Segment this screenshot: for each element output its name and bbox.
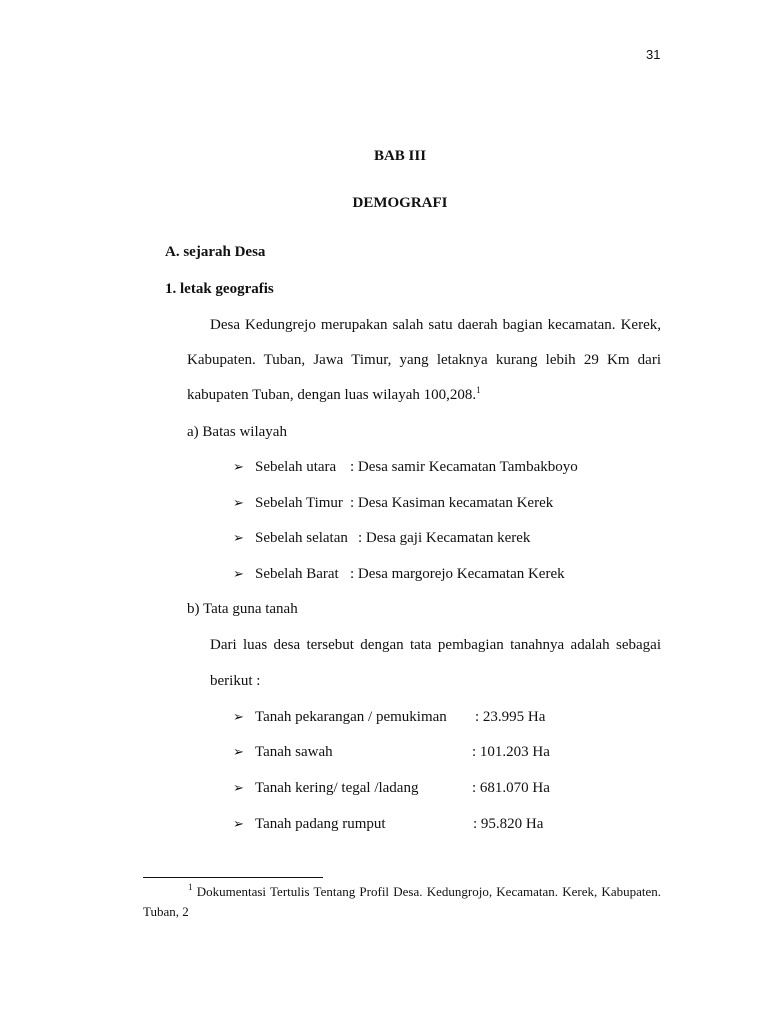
arrow-bullet-icon: ➢ — [233, 817, 244, 832]
paragraph-line — [187, 387, 481, 404]
boundary-value: : Desa samir Kecamatan Tambakboyo — [350, 459, 578, 475]
footnote-reference: 1 — [476, 385, 481, 395]
footnote-line: Tuban, 2 — [143, 904, 189, 919]
land-use-label: Tanah sawah — [255, 744, 333, 760]
subsection-b-heading: b) Tata guna tanah — [187, 601, 298, 617]
page-title: DEMOGRAFI — [352, 195, 448, 211]
footnote-line — [188, 884, 661, 900]
land-intro-line: Dari luas desa tersebut dengan tata pembagian tanahnya adalah sebagai — [210, 637, 661, 653]
paragraph-text: kabupaten Tuban, dengan luas wilayah 100,208. — [187, 387, 477, 403]
land-use-value: : 23.995 Ha — [475, 709, 546, 725]
land-use-value: : 101.203 Ha — [472, 744, 550, 760]
section-1-heading: 1. letak geografis — [165, 281, 274, 297]
footnote-number: 1 — [188, 882, 193, 892]
boundary-item — [233, 530, 530, 547]
boundary-label: Sebelah selatan — [255, 530, 348, 546]
arrow-bullet-icon: ➢ — [233, 567, 244, 582]
land-use-label: Tanah pekarangan / pemukiman — [255, 709, 447, 725]
arrow-bullet-icon: ➢ — [233, 781, 244, 796]
arrow-bullet-icon: ➢ — [233, 531, 244, 546]
land-use-item — [233, 816, 543, 833]
page-number: 31 — [646, 47, 661, 62]
section-a-heading: A. sejarah Desa — [165, 244, 266, 260]
boundary-value: : Desa Kasiman kecamatan Kerek — [350, 495, 554, 511]
footnote-separator — [143, 877, 323, 878]
boundary-item — [233, 566, 565, 583]
boundary-item — [233, 459, 578, 476]
boundary-value: : Desa margorejo Kecamatan Kerek — [350, 566, 565, 582]
boundary-label: Sebelah Barat — [255, 566, 339, 582]
paragraph-line: Desa Kedungrejo merupakan salah satu daerah bagian kecamatan. Kerek, — [210, 317, 661, 333]
land-use-item — [233, 709, 545, 726]
land-use-item — [233, 744, 550, 761]
land-use-value: : 681.070 Ha — [472, 780, 550, 796]
arrow-bullet-icon: ➢ — [233, 460, 244, 475]
chapter-heading: BAB III — [373, 148, 427, 164]
boundary-label: Sebelah utara — [255, 459, 337, 475]
boundary-item — [233, 495, 553, 512]
subsection-a-heading: a) Batas wilayah — [187, 424, 287, 440]
land-use-value: : 95.820 Ha — [473, 816, 544, 832]
footnote-text — [188, 884, 661, 899]
footnote-text-line1: Dokumentasi Tertulis Tentang Profil Desa. Kedungrojo, Kecamatan. Kerek, Kabupaten. — [196, 884, 661, 899]
land-intro-line: berikut : — [210, 673, 261, 689]
land-use-label: Tanah padang rumput — [255, 816, 386, 832]
land-use-label: Tanah kering/ tegal /ladang — [255, 780, 419, 796]
arrow-bullet-icon: ➢ — [233, 745, 244, 760]
arrow-bullet-icon: ➢ — [233, 710, 244, 725]
boundary-label: Sebelah Timur — [255, 495, 343, 511]
boundary-value: : Desa gaji Kecamatan kerek — [358, 530, 531, 546]
arrow-bullet-icon: ➢ — [233, 496, 244, 511]
paragraph-line: Kabupaten. Tuban, Jawa Timur, yang letaknya kurang lebih 29 Km dari — [187, 352, 661, 368]
land-use-item — [233, 780, 550, 797]
